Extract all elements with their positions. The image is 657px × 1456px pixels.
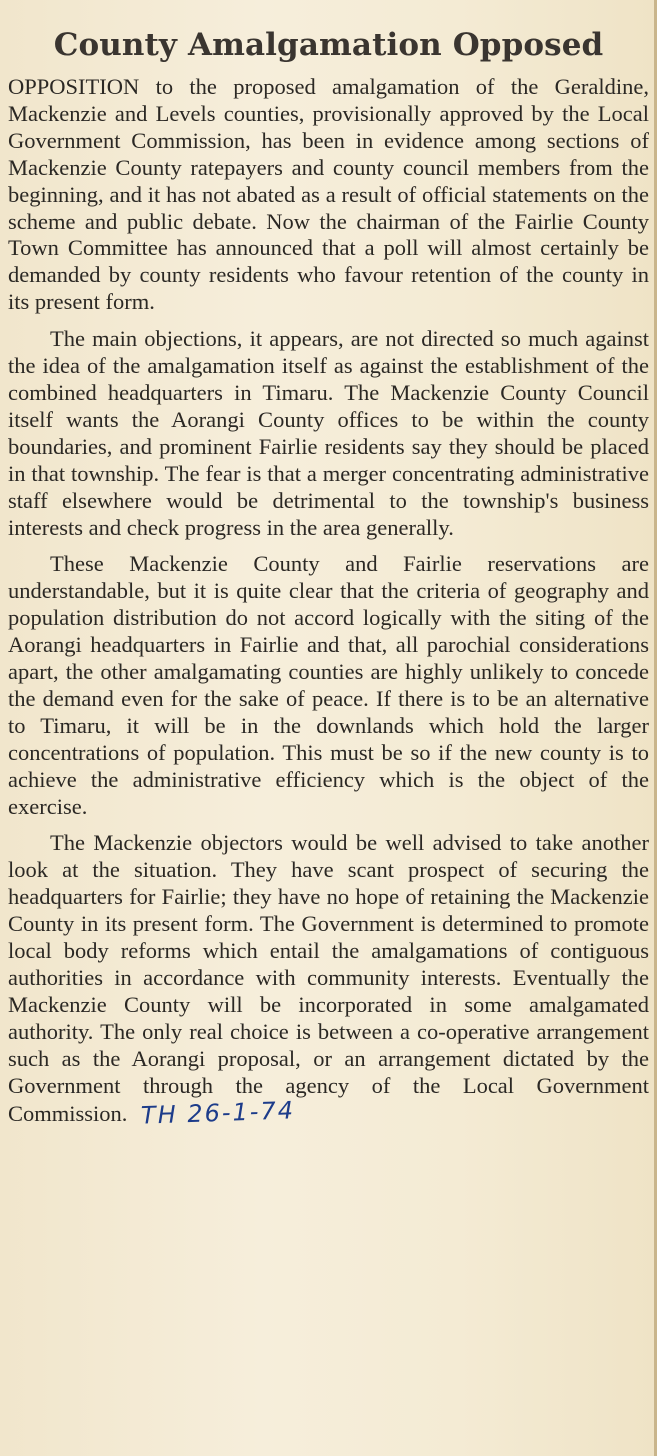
paragraph-4-text: The Mackenzie objectors would be well advised to take another look at the situation. They have scant prospect of securing the headquarters for Fairlie; they have no hope of retaining the Mackenzie County in its present form. The Government is determined to promote local body reforms which entail the amalgamations of contiguous authorities in accordance with community interests. Eventually the Mackenzie County will be incorporated in some amalgamated authority. The only real choice is between a co-operative arrangement such as the Aorangi proposal, or an arrangement dictated by the Government through the agency of the Local Government Commission. (8, 830, 649, 1126)
headline: County Amalgamation Opposed (53, 27, 604, 63)
paragraph-2: The main objections, it appears, are not directed so much against the idea of the amalgamation itself as against the establishment of the combined headquarters in Timaru. The Mackenzie County Council itself wants the Aorangi County offices to be within the county boundaries, and prominent Fairlie residents say they should be placed in that township. The fear is that a merger concentrating administrative staff elsewhere would be detrimental to the township's business interests and check progress in the area generally. (8, 326, 649, 540)
paragraph-3: These Mackenzie County and Fairlie reservations are understandable, but it is quite clear that the criteria of geography and population distribution do not accord logically with the siting of the Aorangi headquarters in Fairlie and that, all parochial considerations apart, the other amalgamating counties are highly unlikely to concede the demand even for the sake of peace. If there is to be an alternative to Timaru, it will be in the downlands which hold the larger concentrations of population. This must be so if the new county is to achieve the administrative efficiency which is the object of the exercise. (8, 551, 649, 819)
paragraph-1: OPPOSITION to the proposed amalgamation of the Geraldine, Mackenzie and Levels counties, provisionally approved by the Local Government Commission, has been in evidence among sections of Mackenzie County ratepayers and county council members from the beginning, and it has not abated as a result of official statements on the scheme and public debate. Now the chairman of the Fairlie County Town Committee has announced that a poll will almost certainly be demanded by county residents who favour retention of the county in its present form. (8, 74, 649, 315)
paragraph-4 (8, 830, 649, 1130)
handwritten-date-annotation: TH 26-1-74 (140, 1095, 296, 1130)
